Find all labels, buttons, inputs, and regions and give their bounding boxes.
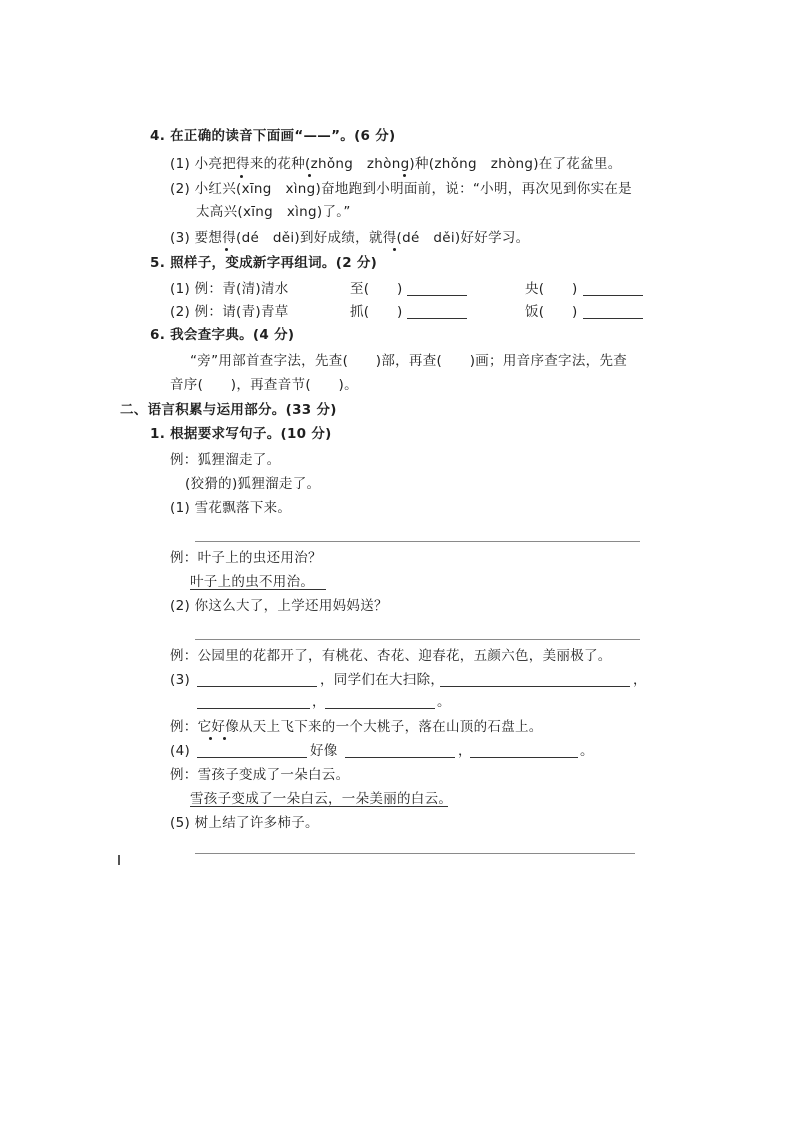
prompt-2: (2) 你这么大了，上学还用妈妈送？ [170,598,388,614]
q6-line-1: “旁”用部首查字法，先查( )部，再查( )画；用音序查字法，先查 [190,353,628,369]
prompt-3-mid: ，同学们在大扫除， [320,672,445,688]
emphasis-dot [223,737,226,740]
margin-mark [118,855,120,865]
blank-line[interactable] [197,757,307,758]
prompt-3-end2: 。 [437,694,451,710]
answer-line[interactable] [583,295,643,296]
q5-row2-b: 饭( ) [525,304,578,320]
prompt-3-num: (3) [170,672,191,688]
q5-row1-example: (1) 例：青(清)清水 [170,281,289,297]
prompt-3-comma: ， [633,672,647,688]
example-1: 例：狐狸溜走了。 [170,452,281,468]
prompt-4-num: (4) [170,743,191,759]
q5-title: 5. 照样子，变成新字再组词。(2 分) [150,255,378,271]
prompt-5: (5) 树上结了许多柿子。 [170,815,319,831]
blank-line[interactable] [197,708,310,709]
example-4: 例：它好像从天上飞下来的一个大桃子，落在山顶的石盘上。 [170,719,543,735]
example-5-answer: 雪孩子变成了一朵白云，一朵美丽的白云。 [190,791,453,807]
example-2: 例：叶子上的虫还用治？ [170,550,322,566]
q4-line-3: (3) 要想得(dé děi)到好成绩，就得(dé děi)好好学习。 [170,230,530,246]
blank-line[interactable] [197,686,317,687]
blank-line[interactable] [470,757,578,758]
section2-title: 二、语言积累与运用部分。(33 分) [120,402,337,418]
q4-line-2: (2) 小红兴(xīng xìng)奋地跑到小明面前，说：“小明，再次见到你实在是 [170,181,632,197]
blank-line[interactable] [440,686,630,687]
example-underline [190,806,448,807]
answer-line[interactable] [407,295,467,296]
q6-title: 6. 我会查字典。(4 分) [150,327,295,343]
prompt-4-end: 。 [580,743,594,759]
emphasis-dot [308,174,311,177]
example-underline [190,589,326,590]
answer-line[interactable] [583,318,643,319]
prompt-4-mid: 好像 [310,743,338,759]
example-5: 例：雪孩子变成了一朵白云。 [170,767,350,783]
q5-row1-a: 至( ) [350,281,403,297]
example-2-answer: 叶子上的虫不用治。 [190,574,315,590]
q5-row2-a: 抓( ) [350,304,403,320]
emphasis-dot [209,737,212,740]
q6-line-2: 音序( )，再查音节( )。 [170,377,358,393]
q4-line-2b: 太高兴(xīng xìng)了。” [196,204,351,220]
q4-title: 4. 在正确的读音下面画“——”。(6 分) [150,128,396,144]
example-3: 例：公园里的花都开了，有桃花、杏花、迎春花，五颜六色，美丽极了。 [170,648,612,664]
blank-line[interactable] [345,757,455,758]
blank-line[interactable] [325,708,435,709]
emphasis-dot [393,248,396,251]
q5-row2-example: (2) 例：请(青)青草 [170,304,289,320]
q5-row1-b: 央( ) [525,281,578,297]
answer-line[interactable] [195,541,640,542]
emphasis-dot [225,248,228,251]
prompt-3-end1: ， [312,694,326,710]
answer-line[interactable] [407,318,467,319]
emphasis-dot [240,175,243,178]
prompt-4-comma: ， [458,743,472,759]
answer-line[interactable] [195,639,640,640]
emphasis-dot [403,174,406,177]
prompt-1: (1) 雪花飘落下来。 [170,500,292,516]
answer-line[interactable] [195,853,635,854]
s2-q1-title: 1. 根据要求写句子。(10 分) [150,426,332,442]
q4-line-1: (1) 小亮把得来的花种(zhǒng zhòng)种(zhǒng zhòng)在了花盆里。 [170,156,622,172]
example-1-answer: (狡猾的)狐狸溜走了。 [185,476,321,492]
